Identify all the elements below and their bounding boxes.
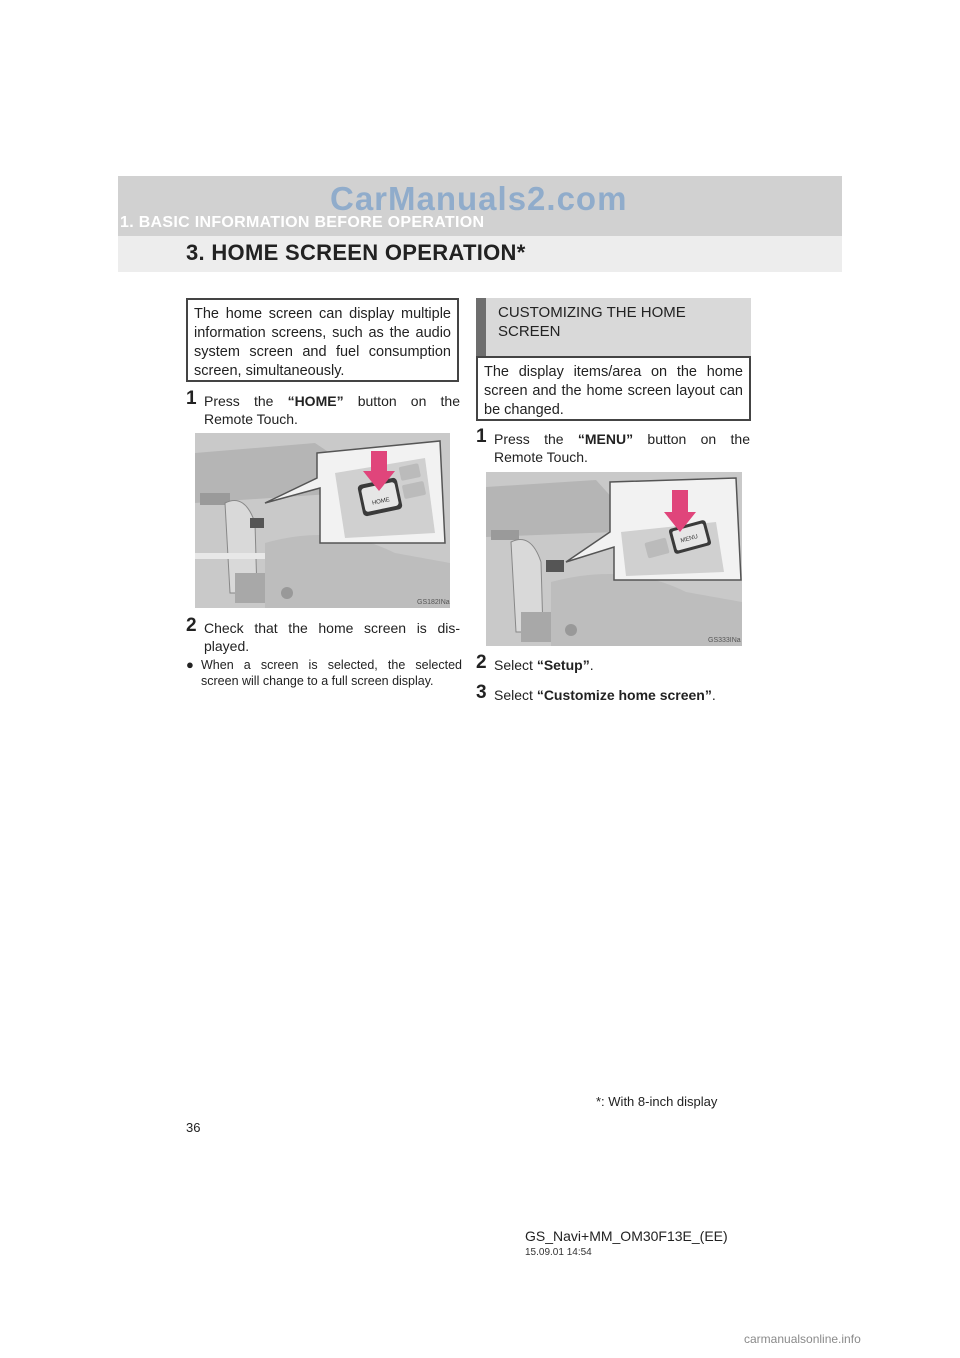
step-select-customize: 3 Select “Customize home screen”. (476, 682, 716, 703)
step-select-setup: 2 Select “Setup”. (476, 652, 594, 673)
customize-intro-box: The display items/area on the home screen and the home screen layout can be changed. (476, 356, 751, 421)
footnote: *: With 8-inch display (596, 1094, 718, 1109)
bullet-icon: ● (186, 657, 194, 672)
intro-box: The home screen can display multiple information screens, such as the audio system screen and fuel consumption screen, simultaneously. (186, 298, 459, 382)
step-press-menu: 1 Press the “MENU” button on the Remote Touch. (476, 426, 750, 465)
step-number: 2 (476, 652, 487, 673)
menu-key-label: “MENU” (577, 431, 634, 447)
section-label: 1. BASIC INFORMATION BEFORE OPERATION (120, 214, 485, 231)
step-check-home: 2 Check that the home screen is dis-played. (186, 615, 460, 654)
watermark: CarManuals2.com (330, 180, 628, 217)
page-title: 3. HOME SCREEN OPERATION* (186, 240, 526, 265)
setup-label: “Setup” (536, 657, 590, 673)
customize-home-screen-label: “Customize home screen” (536, 687, 712, 703)
site-watermark: carmanualsonline.info (744, 1332, 861, 1346)
step-number: 2 (186, 615, 197, 636)
customize-heading-box (476, 298, 751, 356)
step-number: 1 (186, 388, 197, 409)
menu-button-label: MENU (680, 534, 699, 545)
page-number: 36 (186, 1120, 201, 1135)
image-code: GS333INa (708, 637, 741, 644)
remote-touch-menu-illustration (486, 472, 742, 646)
image-code: GS182INa (417, 599, 450, 606)
document-code: GS_Navi+MM_OM30F13E_(EE) (525, 1228, 728, 1244)
home-key-label: “HOME” (287, 393, 344, 409)
heading-bar (476, 298, 486, 356)
step-number: 3 (476, 682, 487, 703)
document-date: 15.09.01 14:54 (525, 1247, 592, 1258)
customize-heading: CUSTOMIZING THE HOME SCREEN (498, 304, 686, 340)
step-press-home: 1 Press the “HOME” button on the Remote Touch. (186, 388, 460, 427)
step-number: 1 (476, 426, 487, 447)
bullet-note: ● When a screen is selected, the selected screen will change to a full screen display. (186, 657, 462, 688)
remote-touch-home-illustration (195, 433, 450, 608)
home-button-label: HOME (371, 497, 391, 507)
